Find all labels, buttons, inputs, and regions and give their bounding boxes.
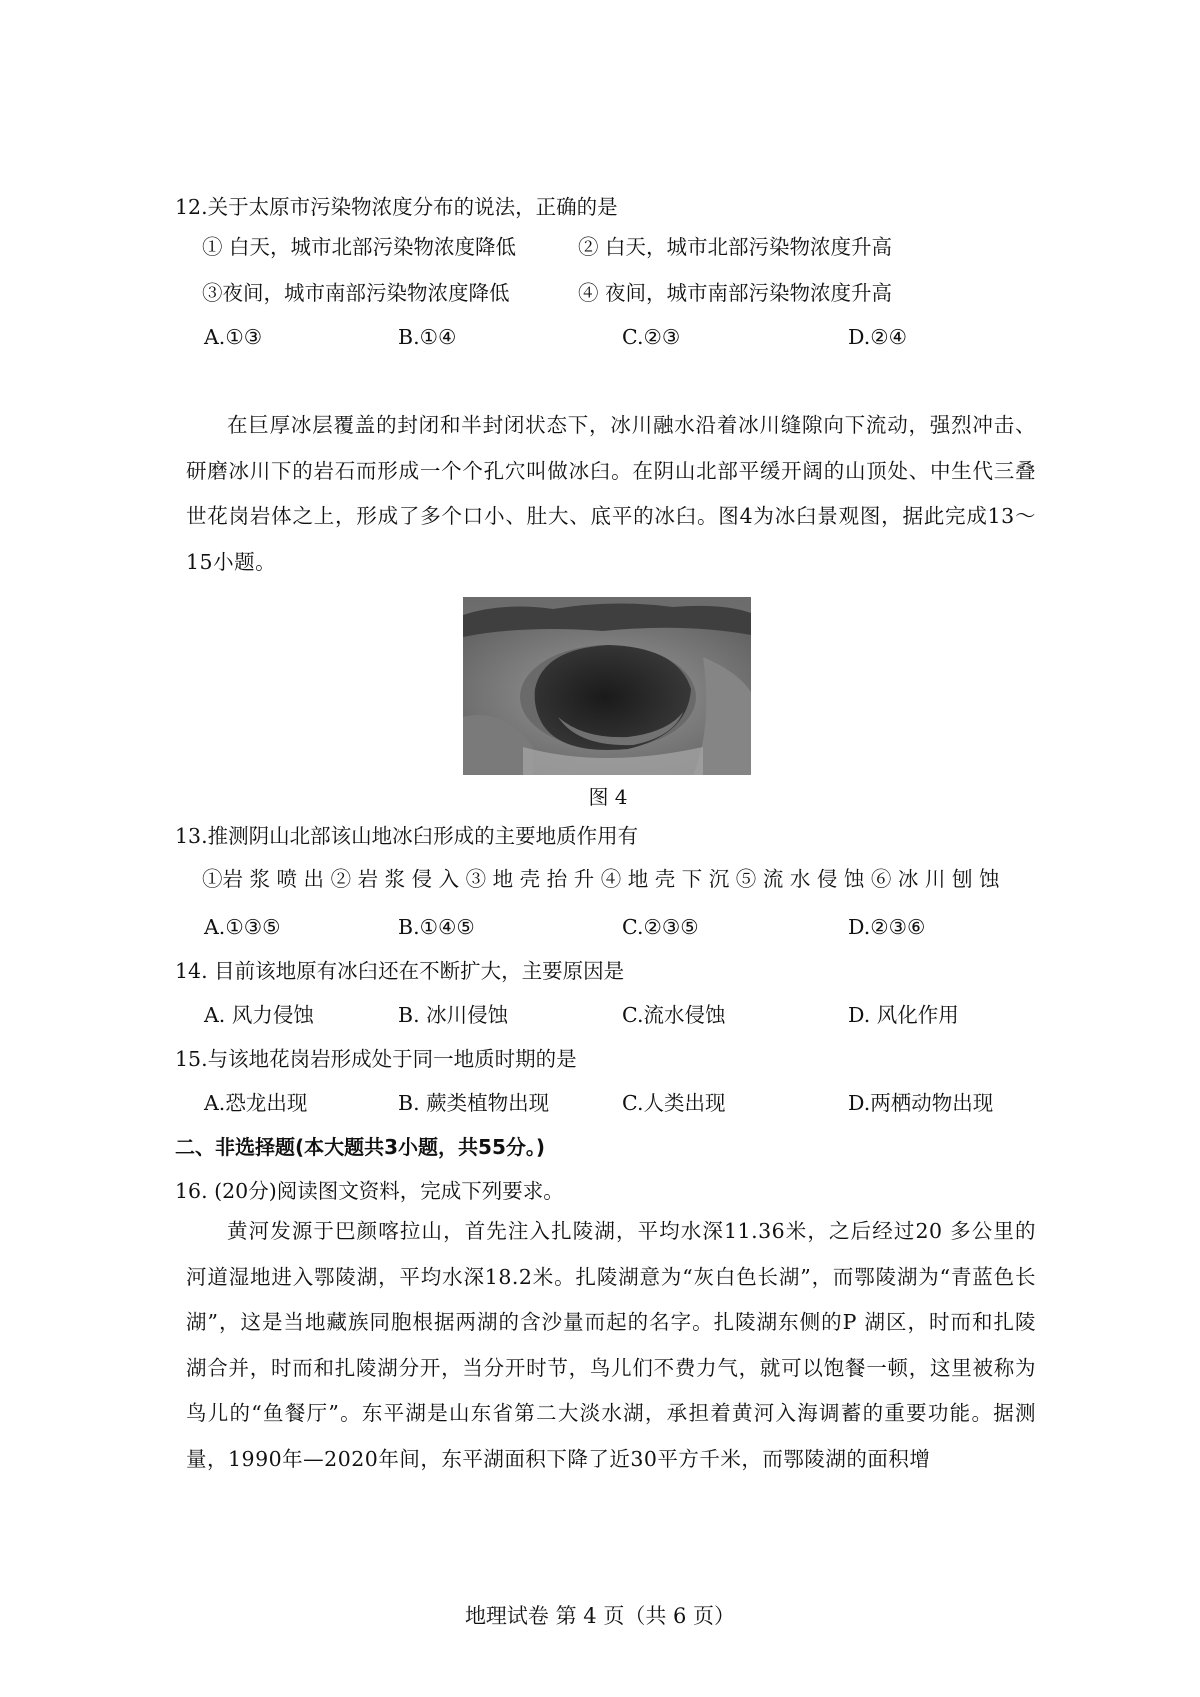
q15-option-d: D.两栖动物出现 [848, 1091, 994, 1115]
q16-passage: 黄河发源于巴颜喀拉山，首先注入扎陵湖，平均水深11.36米，之后经过20 多公里的河道湿地进入鄂陵湖，平均水深18.2米。扎陵湖意为“灰白色长湖”，而鄂陵湖为“青蓝色长湖”，这是当地藏族同胞根据两湖的含沙量而起的名字。扎陵湖东侧的P 湖区，时而和扎陵湖合并，时而和扎陵湖分开，当分开时节，鸟儿们不费力气，就可以饱餐一顿，这里被称为鸟儿的“鱼餐厅”。东平湖是山东省第二大淡水湖，承担着黄河入海调蓄的重要功能。据测量，1990年—2020年间，东平湖面积下降了近30平方千米，而鄂陵湖的面积增 [186, 1219, 1036, 1471]
section-2-heading: 二、非选择题(本大题共3小题，共55分。) [175, 1135, 546, 1159]
q14-option-b: B. 冰川侵蚀 [398, 1003, 509, 1027]
q12-statement-4: ④ 夜间，城市南部污染物浓度升高 [578, 281, 893, 305]
q15-option-b: B. 蕨类植物出现 [398, 1091, 550, 1115]
q12-option-b: B.①④ [398, 325, 457, 349]
q14-stem: 14. 目前该地原有冰臼还在不断扩大，主要原因是 [175, 959, 625, 983]
q12-option-c: C.②③ [622, 325, 681, 349]
q15-option-c: C.人类出现 [622, 1091, 726, 1115]
q12-statement-3: ③夜间，城市南部污染物浓度降低 [202, 281, 510, 305]
q12-statement-1: ① 白天，城市北部污染物浓度降低 [202, 235, 517, 259]
q13-option-a: A.①③⑤ [204, 915, 281, 939]
q13-option-d: D.②③⑥ [848, 915, 926, 939]
q12-option-d: D.②④ [848, 325, 907, 349]
q13-option-c: C.②③⑤ [622, 915, 699, 939]
q13-option-b: B.①④⑤ [398, 915, 475, 939]
figure-caption: 图 4 [588, 785, 628, 809]
passage-ice-pothole: 在巨厚冰层覆盖的封闭和半封闭状态下，冰川融水沿着冰川缝隙向下流动，强烈冲击、研磨冰川下的岩石而形成一个个孔穴叫做冰臼。在阴山北部平缓开阔的山顶处、中生代三叠世花岗岩体之上，形成了多个口小、肚大、底平的冰臼。图4为冰臼景观图，据此完成13～15小题。 [186, 413, 1036, 574]
q13-stem: 13.推测阴山北部该山地冰臼形成的主要地质作用有 [175, 824, 639, 848]
figure-4-ice-pothole-photo [463, 597, 751, 775]
q12-option-a: A.①③ [204, 325, 263, 349]
q14-option-c: C.流水侵蚀 [622, 1003, 726, 1027]
q13-statements: ①岩 浆 喷 出 ② 岩 浆 侵 入 ③ 地 壳 抬 升 ④ 地 壳 下 沉 ⑤ 流 水 侵 蚀 ⑥ 冰 川 刨 蚀 [202, 867, 1000, 891]
q16-stem: 16. (20分)阅读图文资料，完成下列要求。 [175, 1179, 564, 1203]
q12-stem: 12.关于太原市污染物浓度分布的说法，正确的是 [175, 195, 618, 219]
q12-statement-2: ② 白天，城市北部污染物浓度升高 [578, 235, 893, 259]
page-footer: 地理试卷 第 4 页（共 6 页） [464, 1604, 736, 1628]
q14-option-a: A. 风力侵蚀 [204, 1003, 314, 1027]
q15-option-a: A.恐龙出现 [204, 1091, 308, 1115]
q14-option-d: D. 风化作用 [848, 1003, 959, 1027]
q15-stem: 15.与该地花岗岩形成处于同一地质时期的是 [175, 1047, 577, 1071]
